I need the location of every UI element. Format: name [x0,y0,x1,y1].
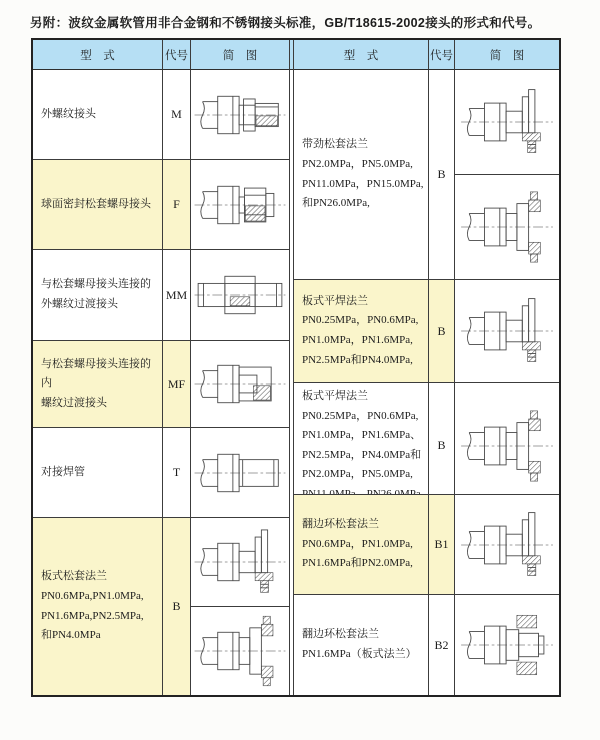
fitting-type-text: 与松套螺母接头连接的 外螺纹过渡接头 [41,278,151,310]
table-row [33,517,289,695]
flanged-ring-plate-flange-sketch [455,595,559,695]
code-cell: B [429,382,455,508]
code-cell: B2 [429,594,455,695]
table-row [33,159,289,249]
table-row [33,340,289,427]
header-type: 型 式 [294,40,429,70]
plate-loose-flange-full-sketch [191,606,289,695]
fitting-type-cell [294,594,429,695]
sketch-cell [191,427,289,517]
fitting-type-cell [33,517,163,695]
table-row [294,279,559,382]
fitting-type-text: 板式平焊法兰 PN0.25MPa，PN0.6MPa, PN1.0MPa，PN1.6MPa, PN2.5MPa和PN4.0MPa, [302,294,419,366]
table-left-half [33,40,289,695]
fitting-type-cell [294,70,429,279]
code-cell: B [429,279,455,382]
code-cell: B1 [429,494,455,594]
neck-loose-flange-full-sketch [455,174,559,279]
sketch-cell [191,159,289,249]
fitting-type-text: 翻边环松套法兰 PN0.6MPa，PN1.0MPa, PN1.6MPa和PN2.0MPa, [302,518,413,570]
fitting-type-text: 球面密封松套螺母接头 [41,197,151,210]
header-type: 型 式 [33,40,163,70]
sketch-cell [455,494,559,594]
fitting-type-cell [294,494,429,594]
table-row [33,70,289,159]
male-male-adapter-sketch [191,250,289,340]
fitting-type-cell [294,382,429,508]
code-cell: MM [163,249,191,340]
header-code: 代号 [163,40,191,70]
table-left-body [33,70,289,695]
code-cell: B [429,70,455,279]
sketch-cell [191,340,289,427]
table-right-body [294,70,559,695]
table-row [294,494,559,594]
butt-weld-pipe-sketch [191,428,289,517]
code-cell: B [163,517,191,695]
header-sketch: 简 图 [191,40,289,70]
fitting-type-cell [33,249,163,340]
flanged-ring-loose-flange-up-sketch [455,495,559,594]
sketch-cell [191,70,289,159]
sketch-cell [191,517,289,695]
fitting-type-cell [33,70,163,159]
table-header-left [33,40,289,70]
fitting-type-text: 板式平焊法兰 PN0.25MPa，PN0.6MPa, PN1.0MPa，PN1.6MPa、 PN2.5MPa，PN4.0MPa和 PN2.0MPa，PN5.0MPa, [302,390,422,481]
code-cell: F [163,159,191,249]
male-thread-fitting-sketch [191,70,289,159]
table-row [294,70,559,279]
fitting-type-cell [33,340,163,427]
fitting-type-text: 翻边环松套法兰 PN1.6MPa（板式法兰） [302,628,417,660]
fitting-type-cell [33,427,163,517]
sphere-seal-loose-nut-fitting-sketch [191,160,289,249]
fitting-type-text: 板式松套法兰 PN0.6MPa,PN1.0MPa, PN1.6MPa,PN2.5MPa, 和PN4.0MPa [41,570,144,642]
table-row [294,382,559,494]
header-sketch: 简 图 [455,40,559,70]
plate-weld-flange-up-sketch [455,280,559,382]
plate-loose-flange-up-sketch [191,518,289,606]
code-cell: MF [163,340,191,427]
sketch-cell [455,279,559,382]
fitting-type-table [31,38,561,697]
table-header-right [294,40,559,70]
fitting-type-cell [33,159,163,249]
sketch-cell [455,70,559,279]
table-row [33,427,289,517]
fitting-type-text: 与松套螺母接头连接的内 螺纹过渡接头 [41,357,151,409]
fitting-type-text: 对接焊管 [41,465,85,478]
table-row [33,249,289,340]
plate-weld-flange-full-sketch [455,383,559,508]
female-thread-adapter-sketch [191,341,289,427]
fitting-type-text: 带劲松套法兰 PN2.0MPa，PN5.0MPa, PN11.0MPa，PN15.0MPa, 和PN26.0MPa, [302,138,424,210]
sketch-cell [191,249,289,340]
table-right-half [294,40,559,695]
neck-loose-flange-up-sketch [455,70,559,174]
code-cell: T [163,427,191,517]
header-code: 代号 [429,40,455,70]
fitting-type-cell [294,279,429,382]
code-cell: M [163,70,191,159]
fitting-type-text: 外螺纹接头 [41,107,96,120]
sketch-cell [455,382,559,508]
document-title: 另附：波纹金属软管用非合金钢和不锈钢接头标准，GB/T18615-2002接头的形式和代号。 [30,16,541,30]
sketch-cell [455,594,559,695]
table-row [294,594,559,695]
